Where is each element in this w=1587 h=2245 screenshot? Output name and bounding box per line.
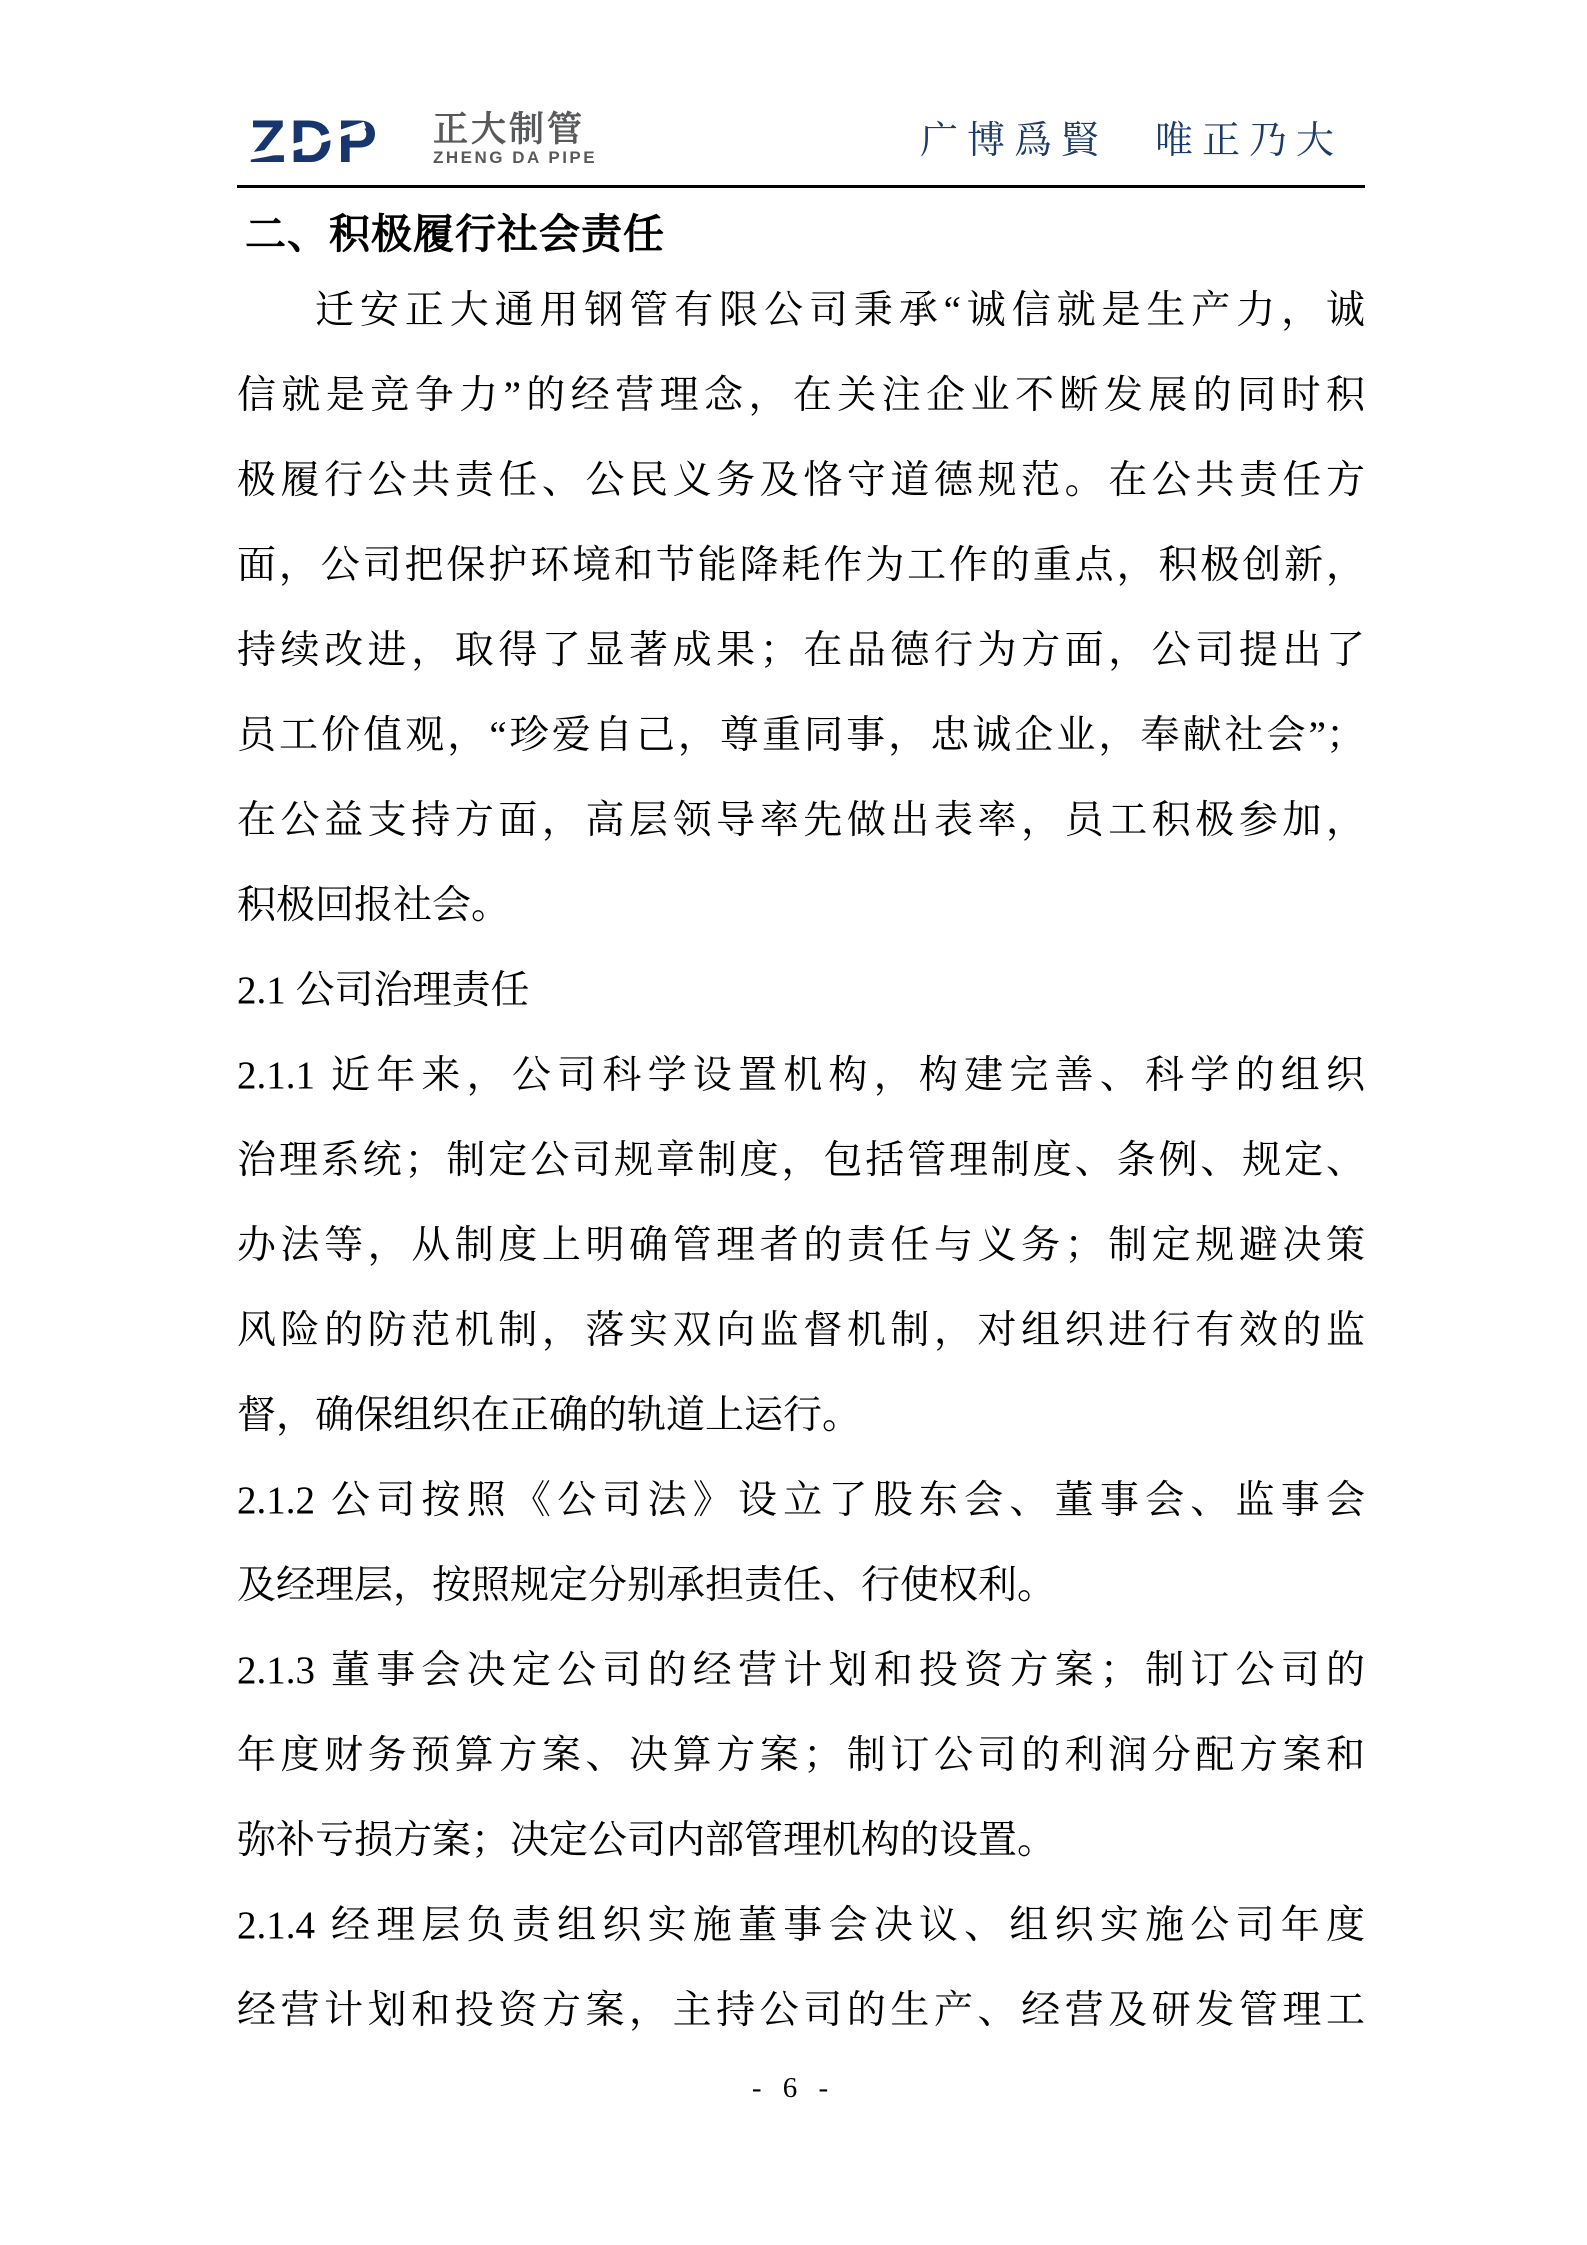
text-line: 治理系统；制定公司规章制度，包括管理制度、条例、规定、 <box>237 1139 1365 1182</box>
logo-names <box>433 112 597 168</box>
text-line: 员工价值观，“珍爱自己，尊重同事，忠诚企业，奉献社会”； <box>237 714 1365 757</box>
text-line-subheading: 2.1 公司治理责任 <box>237 969 530 1012</box>
section-heading: 二、积极履行社会责任 <box>245 211 665 257</box>
text-line: 督，确保组织在正确的轨道上运行。 <box>237 1394 862 1437</box>
text-line: 面，公司把保护环境和节能降耗作为工作的重点，积极创新， <box>237 544 1365 587</box>
text-line: 经营计划和投资方案，主持公司的生产、经营及研发管理工 <box>237 1989 1365 2032</box>
page-content <box>237 0 1365 2245</box>
text-line: 信就是竞争力”的经营理念，在关注企业不断发展的同时积 <box>237 374 1365 417</box>
text-line: 弥补亏损方案；决定公司内部管理机构的设置。 <box>237 1819 1057 1862</box>
text-line: 积极回报社会。 <box>237 884 511 927</box>
text-line: 2.1.1 近年来，公司科学设置机构，构建完善、科学的组织 <box>237 1054 1365 1097</box>
text-line: 风险的防范机制，落实双向监督机制，对组织进行有效的监 <box>237 1309 1365 1352</box>
header-divider-rule <box>237 185 1365 188</box>
text-line: 及经理层，按照规定分别承担责任、行使权利。 <box>237 1564 1057 1607</box>
logo-name-cn: 正大制管 <box>433 110 586 149</box>
text-line: 办法等，从制度上明确管理者的责任与义务；制定规避决策 <box>237 1224 1365 1267</box>
header-motto: 广博爲賢 唯正乃大 <box>919 120 1343 162</box>
page-number: - 6 - <box>751 2072 836 2104</box>
text-line: 年度财务预算方案、决算方案；制订公司的利润分配方案和 <box>237 1734 1365 1777</box>
text-line: 2.1.3 董事会决定公司的经营计划和投资方案；制订公司的 <box>237 1649 1365 1692</box>
logo-name-en: ZHENG DA PIPE <box>433 148 598 167</box>
logo-acronym-text: ZDP <box>249 112 381 170</box>
text-line: 极履行公共责任、公民义务及恪守道德规范。在公共责任方 <box>237 459 1365 502</box>
zdp-logo-icon <box>249 112 417 170</box>
text-line: 迁安正大通用钢管有限公司秉承“诚信就是生产力，诚 <box>315 289 1365 332</box>
text-line: 在公益支持方面，高层领导率先做出表率，员工积极参加， <box>237 799 1365 842</box>
text-line: 2.1.4 经理层负责组织实施董事会决议、组织实施公司年度 <box>237 1904 1365 1947</box>
text-line: 2.1.2 公司按照《公司法》设立了股东会、董事会、监事会 <box>237 1479 1365 1522</box>
body-text <box>237 268 1365 2053</box>
text-line: 持续改进，取得了显著成果；在品德行为方面，公司提出了 <box>237 629 1365 672</box>
company-logo <box>249 112 597 170</box>
